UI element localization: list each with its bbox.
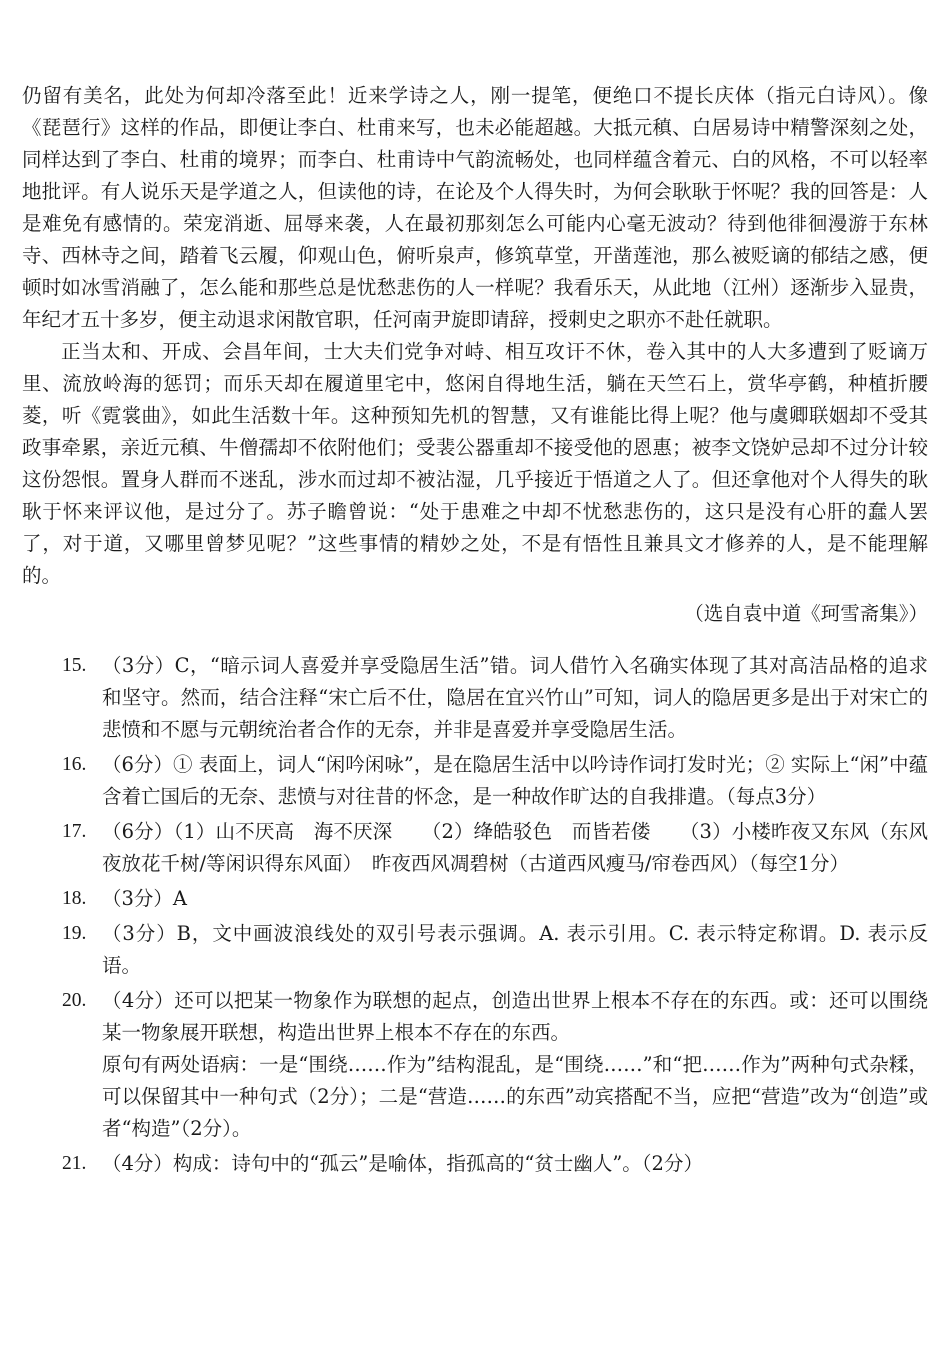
answer-item: [62, 816, 928, 880]
answer-text: （6分）（1）山不厌高 海不厌深 （2）绛皓驳色 而皆若偻 （3）小楼昨夜又东风（东风夜放花千树/等闲识得东风面） 昨夜西风凋碧树（古道西风瘦马/帘卷西风）（每空1分）: [102, 820, 928, 875]
answer-item: [62, 749, 928, 813]
answer-text: （6分）① 表面上，词人“闲吟闲咏”，是在隐居生活中以吟诗作词打发时光；② 实际上“闲”中蕴含着亡国后的无奈、悲愤与对往昔的怀念，是一种故作旷达的自我排遣。（每点3分）: [102, 753, 928, 808]
passage-source: （选自袁中道《珂雪斋集》）: [684, 602, 928, 625]
answer-text: （4分）还可以把某一物象作为联想的起点，创造出世界上根本不存在的东西。或：还可以围绕某一物象展开联想，构造出世界上根本不存在的东西。: [102, 989, 928, 1044]
answer-number: 21.: [62, 1153, 87, 1174]
answer-item: [62, 918, 928, 982]
answer-item: [62, 883, 928, 915]
answer-text: （3分）A: [102, 887, 187, 910]
answer-text: （3分）B，文中画波浪线处的双引号表示强调。A. 表示引用。C. 表示特定称谓。D. 表示反语。: [102, 922, 928, 977]
answer-number: 17.: [62, 821, 87, 842]
passage-paragraph-2: 正当太和、开成、会昌年间，士大夫们党争对峙、相互攻讦不休，卷入其中的人大多遭到了贬谪万里、流放岭海的惩罚；而乐天却在履道里宅中，悠闲自得地生活，躺在天竺石上，赏华亭鹤，种植折腰菱，听《霓裳曲》，如此生活数十年。这种预知先机的智慧，又有谁能比得上呢？他与虞卿联姻却不受其政事牵累，亲近元稹、牛僧孺却不依附他们；受裴公器重却不接受他的恩惠；被李文饶妒忌却不过分计较这份怨恨。置身人群而不迷乱，涉水而过却不被沾湿，几乎接近于悟道之人了。但还拿他对个人得失的耿耿于怀来评议他，是过分了。苏子瞻曾说：“处于患难之中却不忧愁悲伤的，这只是没有心肝的蠢人罢了，对于道，又哪里曾梦见呢？”这些事情的精妙之处，不是有悟性且兼具文才修养的人，是不能理解的。: [22, 340, 928, 587]
answer-number: 20.: [62, 990, 87, 1011]
answer-text: （4分）构成：诗句中的“孤云”是喻体，指孤高的“贫士幽人”。（2分）: [102, 1152, 703, 1175]
answer-item: [62, 650, 928, 746]
passage: [22, 80, 928, 630]
answer-text: 原句有两处语病：一是“围绕……作为”结构混乱，是“围绕……”和“把……作为”两种句式杂糅，可以保留其中一种句式（2分）；二是“营造……的东西”动宾搭配不当，应把“营造”改为“创造”或者“构造”（2分）。: [102, 1053, 928, 1140]
answer-number: 15.: [62, 655, 87, 676]
answer-text: （3分）C，“暗示词人喜爱并享受隐居生活”错。词人借竹入名确实体现了其对高洁品格的追求和坚守。然而，结合注释“宋亡后不仕，隐居在宜兴竹山”可知，词人的隐居更多是出于对宋亡的悲愤和不愿与元朝统治者合作的无奈，并非是喜爱并享受隐居生活。: [102, 654, 928, 741]
answer-item: [62, 985, 928, 1145]
answer-number: 19.: [62, 923, 87, 944]
answer-list: [22, 650, 928, 1180]
answer-item: [62, 1148, 928, 1180]
answer-number: 18.: [62, 888, 87, 909]
answer-number: 16.: [62, 754, 87, 775]
passage-paragraph-1: 仍留有美名，此处为何却冷落至此！近来学诗之人，刚一提笔，便绝口不提长庆体（指元白诗风）。像《琵琶行》这样的作品，即便让李白、杜甫来写，也未必能超越。大抵元稹、白居易诗中精警深刻之处，同样达到了李白、杜甫的境界；而李白、杜甫诗中气韵流畅处，也同样蕴含着元、白的风格，不可以轻率地批评。有人说乐天是学道之人，但读他的诗，在论及个人得失时，为何会耿耿于怀呢？我的回答是：人是难免有感情的。荣宠消逝、屈辱来袭，人在最初那刻怎么可能内心毫无波动？待到他徘徊漫游于东林寺、西林寺之间，踏着飞云履，仰观山色，俯听泉声，修筑草堂，开凿莲池，那么被贬谪的郁结之感，便顿时如冰雪消融了，怎么能和那些总是忧愁悲伤的人一样呢？我看乐天，从此地（江州）逐渐步入显贵，年纪才五十多岁，便主动退求闲散官职，任河南尹旋即请辞，授刺史之职亦不赴任就职。: [22, 84, 928, 331]
